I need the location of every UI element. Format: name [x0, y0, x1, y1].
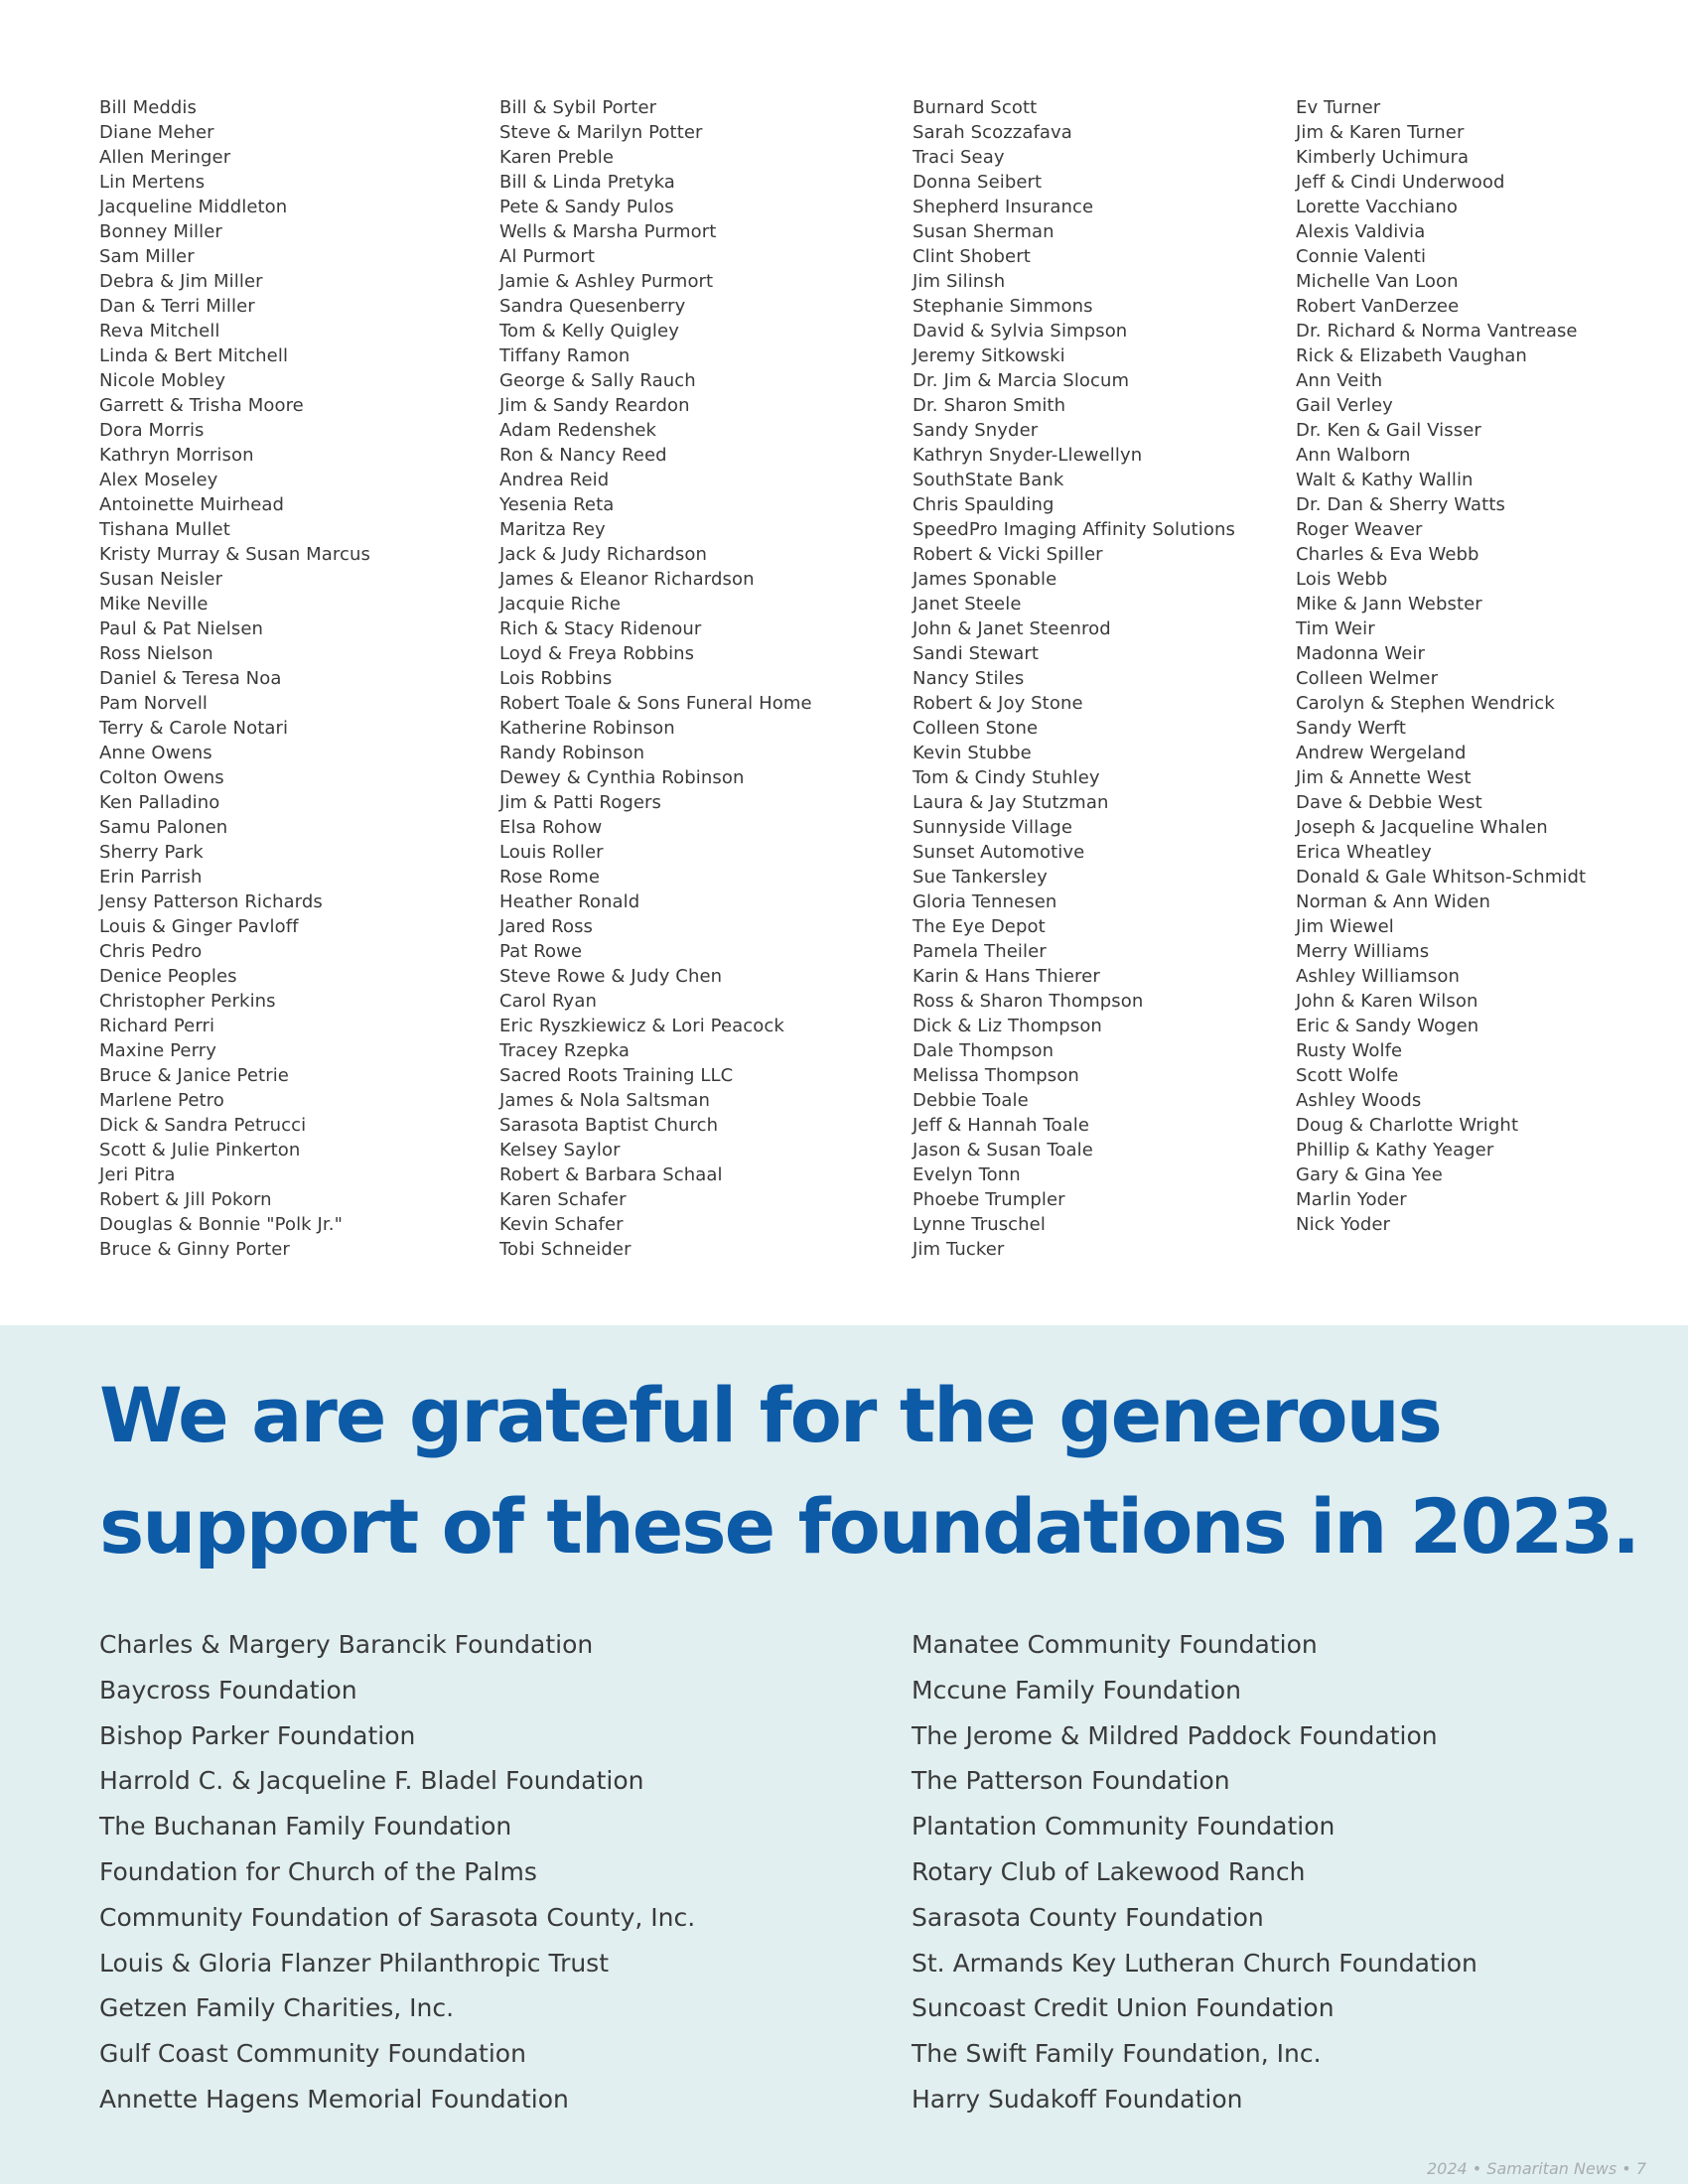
donor-name: Sunnyside Village: [913, 817, 1073, 838]
donor-name: Alex Moseley: [99, 470, 218, 490]
donor-name: Colton Owens: [99, 767, 224, 788]
foundation-item: Charles & Margery Barancik Foundation: [99, 1630, 594, 1659]
donor-name: Sandra Quesenberry: [499, 296, 686, 317]
donor-name: Sunset Automotive: [913, 842, 1085, 863]
donor-name: Andrea Reid: [499, 470, 610, 490]
donor-name: Nancy Stiles: [913, 668, 1025, 689]
donor-name: Gary & Gina Yee: [1296, 1164, 1443, 1185]
foundation-item: The Swift Family Foundation, Inc.: [912, 2039, 1322, 2069]
donor-name: Dick & Sandra Petrucci: [99, 1115, 307, 1136]
donor-name: Tishana Mullet: [99, 519, 230, 540]
donor-column-4: [1296, 95, 1586, 1237]
donor-name: Paul & Pat Nielsen: [99, 618, 264, 639]
donor-name: Colleen Stone: [913, 718, 1039, 739]
donor-name: Loyd & Freya Robbins: [499, 643, 695, 664]
donor-name: Bruce & Ginny Porter: [99, 1239, 290, 1260]
donor-name: Robert VanDerzee: [1296, 296, 1460, 317]
donor-name: Mike & Jann Webster: [1296, 594, 1482, 614]
donor-name: Diane Meher: [99, 122, 214, 143]
donor-name: Jeremy Sitkowski: [913, 345, 1065, 366]
donor-name: Roger Weaver: [1296, 519, 1423, 540]
donor-name: Jeff & Cindi Underwood: [1296, 172, 1505, 193]
donor-name: Kevin Stubbe: [913, 743, 1032, 763]
donor-name: Christopher Perkins: [99, 991, 276, 1012]
donor-name: Ann Veith: [1296, 370, 1383, 391]
donor-name: Jensy Patterson Richards: [99, 891, 323, 912]
donor-name: Carol Ryan: [499, 991, 597, 1012]
donor-name: Katherine Robinson: [499, 718, 675, 739]
donor-name: Merry Williams: [1296, 941, 1430, 962]
donor-name: Lois Robbins: [499, 668, 613, 689]
donor-name: Robert & Vicki Spiller: [913, 544, 1103, 565]
donor-name: Lin Mertens: [99, 172, 206, 193]
donor-name: Rusty Wolfe: [1296, 1040, 1403, 1061]
headline-line-2: support of these foundations in 2023.: [99, 1482, 1639, 1570]
donor-name: Gloria Tennesen: [913, 891, 1057, 912]
donor-name: Erica Wheatley: [1296, 842, 1432, 863]
donor-name: Pamela Theiler: [913, 941, 1047, 962]
donor-name: Sandy Werft: [1296, 718, 1407, 739]
foundation-column-1: [99, 1622, 695, 2122]
donor-name: Kimberly Uchimura: [1296, 147, 1470, 168]
donor-name: James Sponable: [913, 569, 1057, 590]
donor-name: Clint Shobert: [913, 246, 1031, 267]
donor-name: Chris Pedro: [99, 941, 203, 962]
donor-name: Lorette Vacchiano: [1296, 197, 1459, 217]
donor-name: Burnard Scott: [913, 97, 1038, 118]
foundation-column-2: [912, 1622, 1477, 2122]
donor-name: Garrett & Trisha Moore: [99, 395, 304, 416]
donor-name: Linda & Bert Mitchell: [99, 345, 289, 366]
donor-name: SpeedPro Imaging Affinity Solutions: [913, 519, 1235, 540]
donor-name: Sue Tankersley: [913, 867, 1048, 887]
donor-name: James & Nola Saltsman: [499, 1090, 711, 1111]
donor-name: Phoebe Trumpler: [913, 1189, 1065, 1210]
donor-name: Norman & Ann Widen: [1296, 891, 1490, 912]
donor-name: Marlin Yoder: [1296, 1189, 1407, 1210]
foundation-item: Foundation for Church of the Palms: [99, 1856, 537, 1886]
donor-name: Jeri Pitra: [99, 1164, 176, 1185]
donor-name: Denice Peoples: [99, 966, 237, 987]
foundation-item: The Jerome & Mildred Paddock Foundation: [912, 1720, 1438, 1750]
donor-name: Jared Ross: [499, 916, 594, 937]
donor-name: Debbie Toale: [913, 1090, 1029, 1111]
donor-name: Rose Rome: [499, 867, 601, 887]
donor-name: Marlene Petro: [99, 1090, 224, 1111]
donor-name: Melissa Thompson: [913, 1065, 1079, 1086]
donor-name: Robert & Jill Pokorn: [99, 1189, 272, 1210]
donor-name: Connie Valenti: [1296, 246, 1427, 267]
donor-name: The Eye Depot: [913, 916, 1046, 937]
donor-name: Alexis Valdivia: [1296, 221, 1426, 242]
donor-name: Dr. Richard & Norma Vantrease: [1296, 321, 1578, 341]
donor-column-1: [99, 95, 370, 1262]
donor-name: Donald & Gale Whitson-Schmidt: [1296, 867, 1587, 887]
donor-name: David & Sylvia Simpson: [913, 321, 1128, 341]
donor-name: Maritza Rey: [499, 519, 606, 540]
donor-name: Dale Thompson: [913, 1040, 1055, 1061]
foundation-item: Manatee Community Foundation: [912, 1630, 1318, 1659]
donor-name: Ann Walborn: [1296, 445, 1411, 466]
donor-name: John & Karen Wilson: [1296, 991, 1478, 1012]
donor-name: Rick & Elizabeth Vaughan: [1296, 345, 1527, 366]
donor-name: Kelsey Saylor: [499, 1140, 621, 1160]
donor-name: Robert & Joy Stone: [913, 693, 1083, 714]
foundation-item: Annette Hagens Memorial Foundation: [99, 2084, 569, 2114]
donor-name: Terry & Carole Notari: [99, 718, 289, 739]
donor-name: Pam Norvell: [99, 693, 209, 714]
donor-name: Dick & Liz Thompson: [913, 1016, 1102, 1036]
foundations-headline: [99, 1360, 1648, 1582]
foundation-item: Plantation Community Foundation: [912, 1812, 1336, 1842]
donor-name: Douglas & Bonnie "Polk Jr.": [99, 1214, 343, 1235]
donor-name: Jim Tucker: [913, 1239, 1005, 1260]
foundation-item: Sarasota County Foundation: [912, 1902, 1264, 1932]
donor-name: Wells & Marsha Purmort: [499, 221, 717, 242]
donor-name: James & Eleanor Richardson: [499, 569, 755, 590]
donor-column-2: [499, 95, 812, 1262]
donor-name: Kevin Schafer: [499, 1214, 624, 1235]
foundation-item: Community Foundation of Sarasota County, Inc.: [99, 1902, 696, 1932]
donor-name: Evelyn Tonn: [913, 1164, 1021, 1185]
donor-name: Ev Turner: [1296, 97, 1381, 118]
donor-name: Nicole Mobley: [99, 370, 226, 391]
donor-name: Al Purmort: [499, 246, 596, 267]
donor-name: Daniel & Teresa Noa: [99, 668, 282, 689]
donor-name: Scott & Julie Pinkerton: [99, 1140, 301, 1160]
donor-name: Sarah Scozzafava: [913, 122, 1072, 143]
donor-list: [0, 95, 1688, 1267]
donor-name: Eric & Sandy Wogen: [1296, 1016, 1479, 1036]
donor-name: Colleen Welmer: [1296, 668, 1439, 689]
donor-name: Mike Neville: [99, 594, 209, 614]
donor-name: Tim Weir: [1296, 618, 1375, 639]
donor-name: Tom & Kelly Quigley: [499, 321, 679, 341]
donor-name: Yesenia Reta: [499, 494, 615, 515]
donor-name: Traci Seay: [913, 147, 1005, 168]
donor-name: Donna Seibert: [913, 172, 1043, 193]
page-footer: 2024 • Samaritan News • 7: [1426, 2159, 1646, 2178]
donor-name: Karen Preble: [499, 147, 615, 168]
donor-name: Laura & Jay Stutzman: [913, 792, 1109, 813]
donor-name: Elsa Rohow: [499, 817, 603, 838]
donor-name: John & Janet Steenrod: [913, 618, 1111, 639]
donor-name: Ken Palladino: [99, 792, 220, 813]
donor-name: Janet Steele: [913, 594, 1022, 614]
foundation-item: Bishop Parker Foundation: [99, 1720, 416, 1750]
donor-name: Susan Neisler: [99, 569, 223, 590]
foundation-item: The Patterson Foundation: [912, 1766, 1230, 1796]
donor-name: Tiffany Ramon: [499, 345, 631, 366]
donor-name: Allen Meringer: [99, 147, 231, 168]
donor-name: Ashley Woods: [1296, 1090, 1422, 1111]
donor-name: Steve Rowe & Judy Chen: [499, 966, 723, 987]
donor-name: Jim & Sandy Reardon: [499, 395, 690, 416]
donor-name: Stephanie Simmons: [913, 296, 1093, 317]
donor-name: SouthState Bank: [913, 470, 1064, 490]
donor-name: Dewey & Cynthia Robinson: [499, 767, 745, 788]
donor-name: Bruce & Janice Petrie: [99, 1065, 289, 1086]
donor-name: Bill & Linda Pretyka: [499, 172, 675, 193]
donor-name: Erin Parrish: [99, 867, 203, 887]
donor-name: Gail Verley: [1296, 395, 1393, 416]
donor-name: Samu Palonen: [99, 817, 228, 838]
headline-line-1: We are grateful for the generous: [99, 1371, 1441, 1459]
donor-name: Ross Nielson: [99, 643, 213, 664]
foundation-item: Mccune Family Foundation: [912, 1675, 1242, 1705]
donor-name: Jacqueline Middleton: [99, 197, 288, 217]
donor-name: Lynne Truschel: [913, 1214, 1046, 1235]
foundation-item: Gulf Coast Community Foundation: [99, 2039, 526, 2069]
foundation-item: The Buchanan Family Foundation: [99, 1812, 512, 1842]
donor-name: Dr. Jim & Marcia Slocum: [913, 370, 1130, 391]
donor-name: Dr. Dan & Sherry Watts: [1296, 494, 1505, 515]
donor-name: Shepherd Insurance: [913, 197, 1094, 217]
donor-name: Randy Robinson: [499, 743, 645, 763]
donor-name: Carolyn & Stephen Wendrick: [1296, 693, 1555, 714]
donor-name: Rich & Stacy Ridenour: [499, 618, 702, 639]
donor-name: Scott Wolfe: [1296, 1065, 1399, 1086]
donor-name: Anne Owens: [99, 743, 212, 763]
donor-name: Charles & Eva Webb: [1296, 544, 1479, 565]
donor-name: Tom & Cindy Stuhley: [913, 767, 1100, 788]
donor-name: Tobi Schneider: [499, 1239, 632, 1260]
donor-name: Jim Silinsh: [913, 271, 1006, 292]
donor-name: Bill & Sybil Porter: [499, 97, 657, 118]
donor-name: Eric Ryszkiewicz & Lori Peacock: [499, 1016, 784, 1036]
foundation-item: Rotary Club of Lakewood Ranch: [912, 1856, 1306, 1886]
foundation-item: Harrold C. & Jacqueline F. Bladel Foundation: [99, 1766, 644, 1796]
donor-name: Ashley Williamson: [1296, 966, 1461, 987]
donor-name: Adam Redenshek: [499, 420, 657, 441]
donor-name: Karen Schafer: [499, 1189, 627, 1210]
donor-name: Jim Wiewel: [1296, 916, 1394, 937]
donor-name: Jason & Susan Toale: [913, 1140, 1093, 1160]
donor-name: Jim & Karen Turner: [1296, 122, 1465, 143]
donor-name: Pat Rowe: [499, 941, 583, 962]
donor-name: Jim & Patti Rogers: [499, 792, 662, 813]
donor-name: Richard Perri: [99, 1016, 215, 1036]
donor-name: Kristy Murray & Susan Marcus: [99, 544, 371, 565]
donor-name: Kathryn Snyder-Llewellyn: [913, 445, 1143, 466]
donor-name: Lois Webb: [1296, 569, 1388, 590]
donor-name: Pete & Sandy Pulos: [499, 197, 674, 217]
foundation-item: Suncoast Credit Union Foundation: [912, 1993, 1335, 2023]
donor-name: Louis Roller: [499, 842, 604, 863]
donor-name: Jacquie Riche: [499, 594, 622, 614]
donor-name: Madonna Weir: [1296, 643, 1425, 664]
donor-name: Sandi Stewart: [913, 643, 1040, 664]
donor-name: Debra & Jim Miller: [99, 271, 263, 292]
donor-name: Ron & Nancy Reed: [499, 445, 667, 466]
donor-name: Bonney Miller: [99, 221, 222, 242]
donor-name: Doug & Charlotte Wright: [1296, 1115, 1519, 1136]
donor-name: Sacred Roots Training LLC: [499, 1065, 734, 1086]
foundation-item: Harry Sudakoff Foundation: [912, 2084, 1243, 2114]
foundation-item: Louis & Gloria Flanzer Philanthropic Trust: [99, 1948, 610, 1978]
foundation-item: Baycross Foundation: [99, 1675, 357, 1705]
donor-name: Kathryn Morrison: [99, 445, 254, 466]
donor-name: Walt & Kathy Wallin: [1296, 470, 1474, 490]
donor-name: Michelle Van Loon: [1296, 271, 1459, 292]
donor-name: Reva Mitchell: [99, 321, 220, 341]
donor-name: Sarasota Baptist Church: [499, 1115, 719, 1136]
donor-name: Antoinette Muirhead: [99, 494, 285, 515]
donor-name: Jamie & Ashley Purmort: [499, 271, 714, 292]
donor-name: Sam Miller: [99, 246, 195, 267]
donor-name: Robert & Barbara Schaal: [499, 1164, 723, 1185]
donor-name: Dave & Debbie West: [1296, 792, 1482, 813]
donor-name: Dora Morris: [99, 420, 205, 441]
donor-name: Joseph & Jacqueline Whalen: [1296, 817, 1548, 838]
foundation-item: St. Armands Key Lutheran Church Foundation: [912, 1948, 1477, 1978]
donor-name: Ross & Sharon Thompson: [913, 991, 1144, 1012]
donor-name: Steve & Marilyn Potter: [499, 122, 703, 143]
donor-name: Phillip & Kathy Yeager: [1296, 1140, 1494, 1160]
donor-name: Chris Spaulding: [913, 494, 1055, 515]
donor-name: Susan Sherman: [913, 221, 1055, 242]
donor-name: Dr. Ken & Gail Visser: [1296, 420, 1481, 441]
donor-name: Jeff & Hannah Toale: [913, 1115, 1090, 1136]
donor-name: Louis & Ginger Pavloff: [99, 916, 299, 937]
donor-name: Heather Ronald: [499, 891, 640, 912]
donor-name: George & Sally Rauch: [499, 370, 696, 391]
donor-name: Andrew Wergeland: [1296, 743, 1467, 763]
foundation-item: Getzen Family Charities, Inc.: [99, 1993, 455, 2023]
donor-name: Jim & Annette West: [1296, 767, 1472, 788]
donor-name: Karin & Hans Thierer: [913, 966, 1100, 987]
donor-name: Sandy Snyder: [913, 420, 1039, 441]
donor-name: Bill Meddis: [99, 97, 198, 118]
donor-name: Nick Yoder: [1296, 1214, 1391, 1235]
donor-name: Dan & Terri Miller: [99, 296, 255, 317]
donor-column-3: [913, 95, 1235, 1262]
donor-name: Dr. Sharon Smith: [913, 395, 1066, 416]
donor-name: Robert Toale & Sons Funeral Home: [499, 693, 812, 714]
donor-name: Jack & Judy Richardson: [499, 544, 708, 565]
donor-name: Maxine Perry: [99, 1040, 217, 1061]
donor-name: Tracey Rzepka: [499, 1040, 631, 1061]
donor-name: Sherry Park: [99, 842, 204, 863]
